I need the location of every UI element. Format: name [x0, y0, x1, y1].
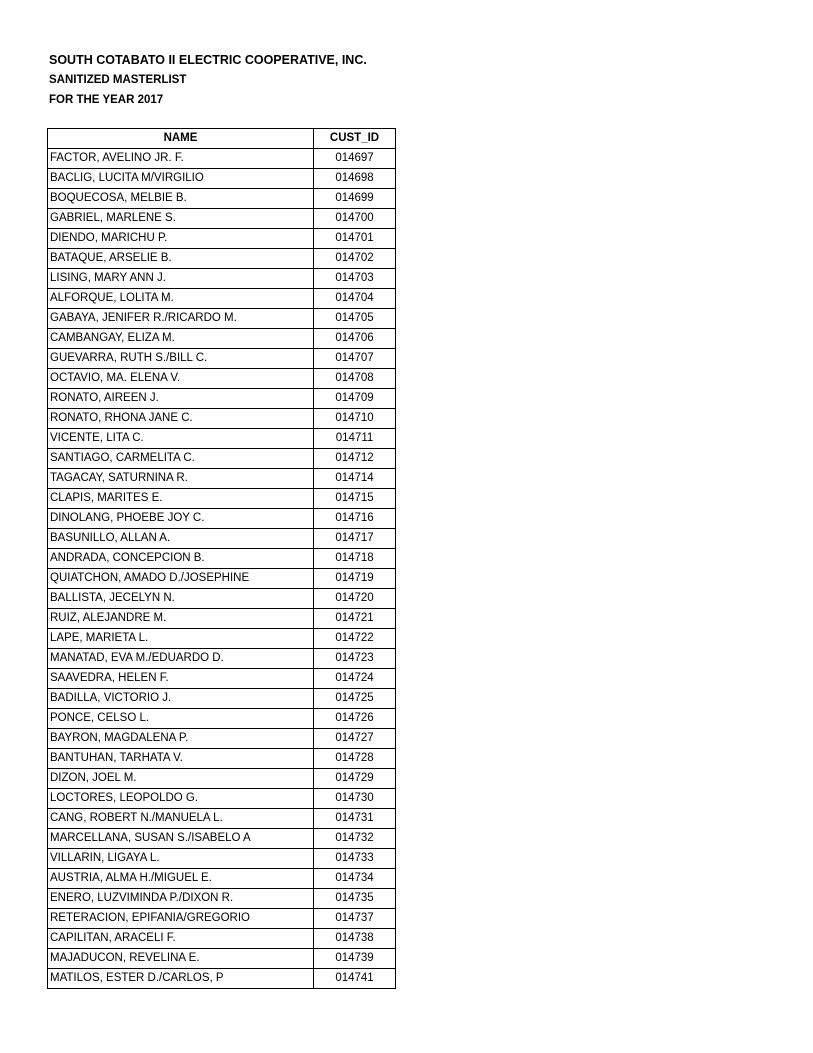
customer-name-cell: SAAVEDRA, HELEN F.: [48, 669, 314, 689]
customer-id-cell: 014727: [314, 729, 396, 749]
table-row: [48, 689, 396, 709]
customer-name-cell: BADILLA, VICTORIO J.: [48, 689, 314, 709]
table-row: [48, 569, 396, 589]
customer-id-cell: 014712: [314, 449, 396, 469]
customer-id-cell: 014725: [314, 689, 396, 709]
customer-name-cell: FACTOR, AVELINO JR. F.: [48, 149, 314, 169]
table-row: [48, 149, 396, 169]
table-row: [48, 289, 396, 309]
table-row: [48, 949, 396, 969]
customer-id-cell: 014699: [314, 189, 396, 209]
table-body: [48, 149, 396, 989]
table-row: [48, 209, 396, 229]
table-row: [48, 549, 396, 569]
table-row: [48, 889, 396, 909]
customer-name-cell: MARCELLANA, SUSAN S./ISABELO A: [48, 829, 314, 849]
customer-id-cell: 014707: [314, 349, 396, 369]
customer-name-cell: BOQUECOSA, MELBIE B.: [48, 189, 314, 209]
customer-name-cell: RETERACION, EPIFANIA/GREGORIO: [48, 909, 314, 929]
customer-id-cell: 014708: [314, 369, 396, 389]
customer-name-cell: LAPE, MARIETA L.: [48, 629, 314, 649]
customer-name-cell: VILLARIN, LIGAYA L.: [48, 849, 314, 869]
customer-id-cell: 014738: [314, 929, 396, 949]
customer-id-cell: 014735: [314, 889, 396, 909]
customer-name-cell: MANATAD, EVA M./EDUARDO D.: [48, 649, 314, 669]
table-row: [48, 489, 396, 509]
table-row: [48, 729, 396, 749]
customer-id-cell: 014698: [314, 169, 396, 189]
customer-name-cell: DIENDO, MARICHU P.: [48, 229, 314, 249]
customer-id-cell: 014697: [314, 149, 396, 169]
customer-id-cell: 014703: [314, 269, 396, 289]
customer-id-cell: 014711: [314, 429, 396, 449]
customer-name-cell: LISING, MARY ANN J.: [48, 269, 314, 289]
customer-name-cell: BATAQUE, ARSELIE B.: [48, 249, 314, 269]
table-row: [48, 169, 396, 189]
customer-name-cell: BACLIG, LUCITA M/VIRGILIO: [48, 169, 314, 189]
customer-id-cell: 014730: [314, 789, 396, 809]
customer-name-cell: CAMBANGAY, ELIZA M.: [48, 329, 314, 349]
column-header-cust-id: CUST_ID: [314, 129, 396, 149]
table-row: [48, 369, 396, 389]
customer-id-cell: 014700: [314, 209, 396, 229]
table-row: [48, 229, 396, 249]
table-row: [48, 469, 396, 489]
customer-name-cell: GABAYA, JENIFER R./RICARDO M.: [48, 309, 314, 329]
customer-id-cell: 014706: [314, 329, 396, 349]
customer-id-cell: 014717: [314, 529, 396, 549]
table-row: [48, 669, 396, 689]
customer-id-cell: 014715: [314, 489, 396, 509]
customer-id-cell: 014714: [314, 469, 396, 489]
table-row: [48, 869, 396, 889]
document-subtitle: SANITIZED MASTERLIST: [49, 74, 187, 86]
table-row: [48, 429, 396, 449]
organization-title: SOUTH COTABATO II ELECTRIC COOPERATIVE, INC.: [49, 53, 367, 67]
customer-name-cell: TAGACAY, SATURNINA R.: [48, 469, 314, 489]
column-header-name: NAME: [48, 129, 314, 149]
customer-name-cell: DINOLANG, PHOEBE JOY C.: [48, 509, 314, 529]
table-row: [48, 789, 396, 809]
customer-name-cell: ENERO, LUZVIMINDA P./DIXON R.: [48, 889, 314, 909]
customer-id-cell: 014732: [314, 829, 396, 849]
customer-id-cell: 014721: [314, 609, 396, 629]
table-header-row: [48, 129, 396, 149]
table-row: [48, 849, 396, 869]
table-row: [48, 829, 396, 849]
customer-id-cell: 014709: [314, 389, 396, 409]
table-row: [48, 769, 396, 789]
document-year: FOR THE YEAR 2017: [49, 94, 164, 106]
customer-id-cell: 014720: [314, 589, 396, 609]
customer-id-cell: 014702: [314, 249, 396, 269]
table-row: [48, 189, 396, 209]
customer-id-cell: 014705: [314, 309, 396, 329]
customer-id-cell: 014716: [314, 509, 396, 529]
table-row: [48, 909, 396, 929]
table-row: [48, 329, 396, 349]
customer-name-cell: RONATO, RHONA JANE C.: [48, 409, 314, 429]
table-row: [48, 449, 396, 469]
customer-name-cell: CANG, ROBERT N./MANUELA L.: [48, 809, 314, 829]
customer-name-cell: CLAPIS, MARITES E.: [48, 489, 314, 509]
table-row: [48, 609, 396, 629]
table-row: [48, 249, 396, 269]
customer-id-cell: 014723: [314, 649, 396, 669]
customer-name-cell: ANDRADA, CONCEPCION B.: [48, 549, 314, 569]
customer-id-cell: 014741: [314, 969, 396, 989]
customer-name-cell: GABRIEL, MARLENE S.: [48, 209, 314, 229]
customer-name-cell: DIZON, JOEL M.: [48, 769, 314, 789]
customer-id-cell: 014734: [314, 869, 396, 889]
table-row: [48, 709, 396, 729]
customer-id-cell: 014704: [314, 289, 396, 309]
customer-name-cell: BANTUHAN, TARHATA V.: [48, 749, 314, 769]
table-row: [48, 269, 396, 289]
table-row: [48, 969, 396, 989]
customer-id-cell: 014729: [314, 769, 396, 789]
customer-name-cell: CAPILITAN, ARACELI F.: [48, 929, 314, 949]
customer-name-cell: LOCTORES, LEOPOLDO G.: [48, 789, 314, 809]
customer-id-cell: 014726: [314, 709, 396, 729]
customer-id-cell: 014733: [314, 849, 396, 869]
customer-name-cell: AUSTRIA, ALMA H./MIGUEL E.: [48, 869, 314, 889]
table-row: [48, 389, 396, 409]
customer-name-cell: VICENTE, LITA C.: [48, 429, 314, 449]
customer-id-cell: 014718: [314, 549, 396, 569]
customer-name-cell: OCTAVIO, MA. ELENA V.: [48, 369, 314, 389]
customer-name-cell: MATILOS, ESTER D./CARLOS, P: [48, 969, 314, 989]
customer-name-cell: BALLISTA, JECELYN N.: [48, 589, 314, 609]
table-row: [48, 529, 396, 549]
customer-name-cell: PONCE, CELSO L.: [48, 709, 314, 729]
customer-name-cell: ALFORQUE, LOLITA M.: [48, 289, 314, 309]
customer-name-cell: RUIZ, ALEJANDRE M.: [48, 609, 314, 629]
document-header: [49, 50, 367, 110]
table-row: [48, 509, 396, 529]
masterlist-table: [47, 128, 396, 989]
customer-id-cell: 014719: [314, 569, 396, 589]
table-row: [48, 649, 396, 669]
customer-name-cell: QUIATCHON, AMADO D./JOSEPHINE: [48, 569, 314, 589]
customer-name-cell: BASUNILLO, ALLAN A.: [48, 529, 314, 549]
customer-id-cell: 014722: [314, 629, 396, 649]
customer-id-cell: 014731: [314, 809, 396, 829]
customer-id-cell: 014724: [314, 669, 396, 689]
table-row: [48, 309, 396, 329]
table-row: [48, 409, 396, 429]
customer-name-cell: SANTIAGO, CARMELITA C.: [48, 449, 314, 469]
table-row: [48, 589, 396, 609]
table-row: [48, 349, 396, 369]
customer-id-cell: 014710: [314, 409, 396, 429]
table-row: [48, 629, 396, 649]
customer-id-cell: 014739: [314, 949, 396, 969]
customer-id-cell: 014728: [314, 749, 396, 769]
customer-name-cell: MAJADUCON, REVELINA E.: [48, 949, 314, 969]
customer-name-cell: BAYRON, MAGDALENA P.: [48, 729, 314, 749]
table-row: [48, 809, 396, 829]
customer-name-cell: RONATO, AIREEN J.: [48, 389, 314, 409]
customer-id-cell: 014737: [314, 909, 396, 929]
table-row: [48, 929, 396, 949]
customer-id-cell: 014701: [314, 229, 396, 249]
customer-name-cell: GUEVARRA, RUTH S./BILL C.: [48, 349, 314, 369]
table-row: [48, 749, 396, 769]
